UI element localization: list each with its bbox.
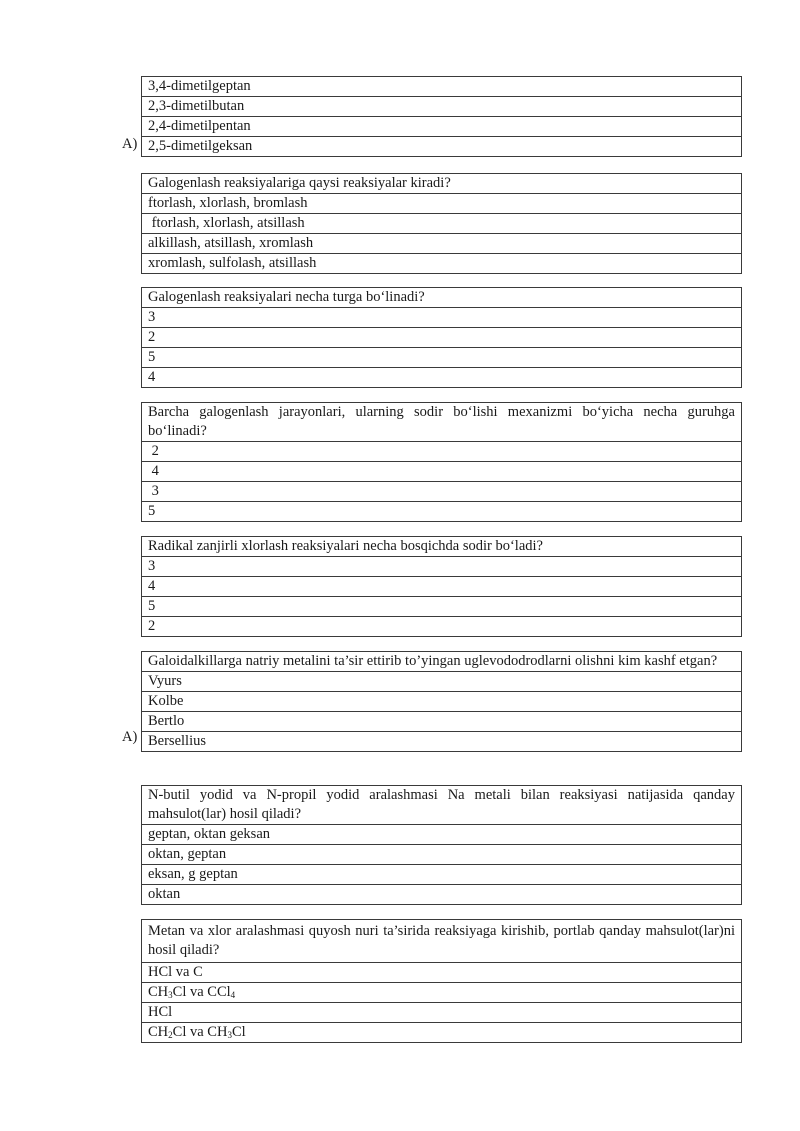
formula-8-2-sub-b: 4 [230,990,236,1000]
answer-marker-6: A) [122,729,138,745]
option-3-3[interactable]: 5 [142,348,741,368]
option-1-4[interactable]: 2,5-dimetilgeksan [142,137,741,157]
option-7-3[interactable]: eksan, g geptan [142,865,741,885]
formula-8-4-a: CH [148,1024,169,1040]
option-4-2[interactable]: 4 [142,462,741,482]
question-block-3 [141,287,742,388]
option-2-1[interactable]: ftorlash, xlorlash, bromlash [142,194,741,214]
option-2-4[interactable]: xromlash, sulfolash, atsillash [142,254,741,274]
question-text-2: Galogenlash reaksiyalariga qaysi reaksiyalar kiradi? [142,174,741,194]
option-1-1[interactable]: 3,4-dimetilgeptan [142,77,741,97]
question-block-6 [141,651,742,752]
formula-8-4-b: Cl va CH [172,1024,228,1040]
question-text-7: N-butil yodid va N-propil yodid aralashmasi Na metali bilan reaksiyasi natijasida qanday mahsulot(lar) hosil qiladi? [142,786,741,825]
question-block-8 [141,919,742,1043]
option-1-3[interactable]: 2,4-dimetilpentan [142,117,741,137]
option-6-4[interactable]: Bersellius [142,732,741,752]
option-3-2[interactable]: 2 [142,328,741,348]
option-2-2[interactable]: ftorlash, xlorlash, atsillash [142,214,741,234]
formula-8-2-b: Cl va CCl [172,984,231,1000]
option-7-2[interactable]: oktan, geptan [142,845,741,865]
option-5-3[interactable]: 5 [142,597,741,617]
option-2-3[interactable]: alkillash, atsillash, xromlash [142,234,741,254]
option-5-4[interactable]: 2 [142,617,741,637]
option-7-4[interactable]: oktan [142,885,741,905]
option-6-2[interactable]: Kolbe [142,692,741,712]
question-text-4: Barcha galogenlash jarayonlari, ularning sodir bo‘lishi mexanizmi bo‘yicha necha guruhga bo‘linadi? [142,403,741,442]
question-block-5 [141,536,742,637]
question-block-2 [141,173,742,274]
question-text-8: Metan va xlor aralashmasi quyosh nuri ta’sirida reaksiyaga kirishib, portlab qanday mahsulot(lar)ni hosil qiladi? [142,920,741,963]
question-text-3: Galogenlash reaksiyalari necha turga bo‘linadi? [142,288,741,308]
formula-8-4-sub-b: 3 [227,1030,232,1040]
formula-8-2-a: CH [148,984,169,1000]
option-8-3[interactable]: HCl [142,1003,741,1023]
question-block-1 [141,76,742,157]
option-8-4[interactable] [142,1023,741,1043]
formula-8-4-c: Cl [231,1024,246,1040]
formula-8-4-sub-a: 2 [168,1030,173,1040]
option-4-3[interactable]: 3 [142,482,741,502]
option-8-1[interactable]: HCl va C [142,963,741,983]
option-4-1[interactable]: 2 [142,442,741,462]
question-block-4 [141,402,742,522]
question-text-5: Radikal zanjirli xlorlash reaksiyalari necha bosqichda sodir bo‘ladi? [142,537,741,557]
option-4-4[interactable]: 5 [142,502,741,522]
option-6-3[interactable]: Bertlo [142,712,741,732]
formula-8-2-sub-a: 3 [168,990,173,1000]
question-block-7 [141,785,742,905]
option-7-1[interactable]: geptan, oktan geksan [142,825,741,845]
option-5-2[interactable]: 4 [142,577,741,597]
option-3-4[interactable]: 4 [142,368,741,388]
option-3-1[interactable]: 3 [142,308,741,328]
option-8-2[interactable] [142,983,741,1003]
question-text-6: Galoidalkillarga natriy metalini ta’sir ettirib to’yingan uglevododrodlarni olishni kim kashf etgan? [142,652,741,672]
option-6-1[interactable]: Vyurs [142,672,741,692]
option-5-1[interactable]: 3 [142,557,741,577]
answer-marker-1: A) [122,136,138,152]
option-1-2[interactable]: 2,3-dimetilbutan [142,97,741,117]
